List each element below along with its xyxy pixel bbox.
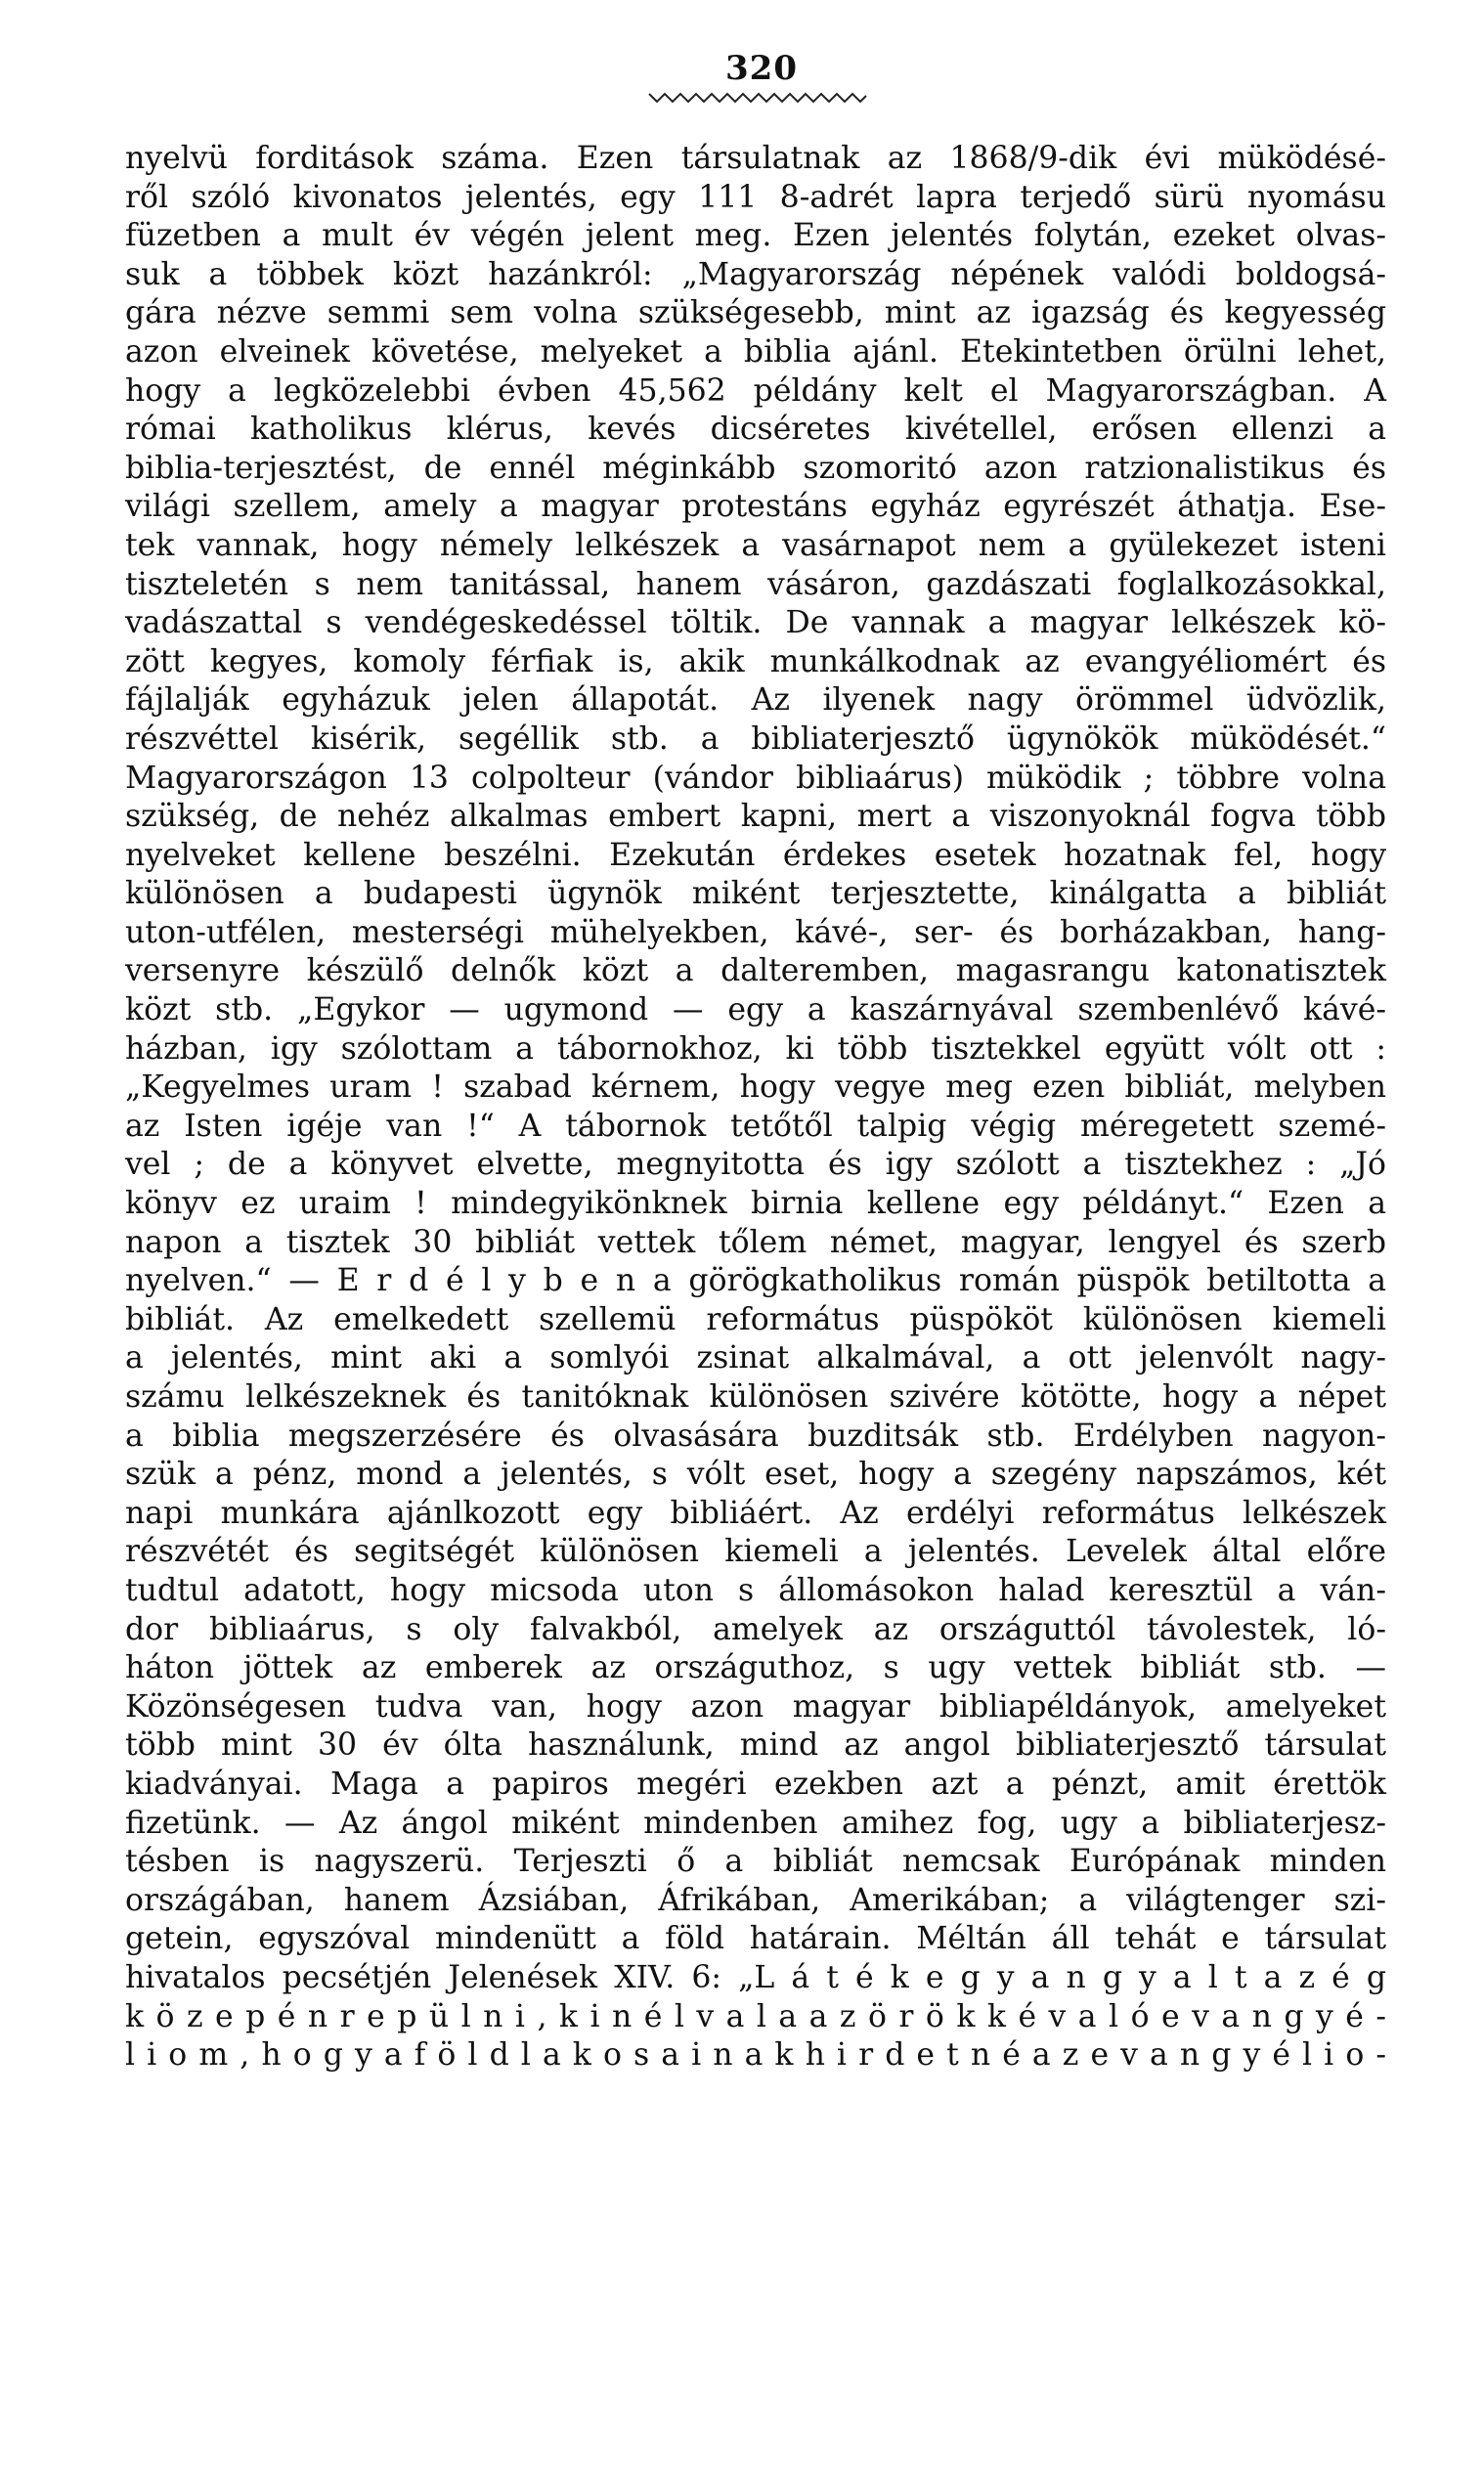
text-line: vadászattal s vendégeskedéssel töltik. De vannak a magyar lelkészek kö- (125, 605, 1386, 641)
text-line: hogy a legközelebbi évben 45,562 példány kelt el Magyarországban. A (125, 372, 1386, 409)
text-line: római katholikus klérus, kevés dicséretes kivétellel, erősen ellenzi a (125, 412, 1386, 448)
text-line: számu lelkészeknek és tanitóknak különösen szivére kötötte, hogy a népet (125, 1379, 1386, 1415)
text-line: uton-utfélen, mesterségi mühelyekben, kávé-, ser- és borházakban, hang- (125, 914, 1386, 950)
text-line: részvétét és segitségét különösen kiemeli a jelentés. Levelek által előre (125, 1534, 1386, 1570)
text-line: könyv ez uraim ! mindegyikönknek birnia kellene egy példányt.“ Ezen a (125, 1186, 1386, 1222)
text-line: Magyarországon 13 colpolteur (vándor bibliaárus) müködik ; többre volna (125, 760, 1386, 796)
text-line: bibliát. Az emelkedett szellemü református püspököt különösen kiemeli (125, 1301, 1386, 1337)
text-line: ről szóló kivonatos jelentés, egy 111 8-adrét lapra terjedő sürü nyomásu (125, 179, 1386, 215)
page-header (0, 49, 1484, 88)
text-line: tésben is nagyszerü. Terjeszti ő a bibliát nemcsak Európának minden (125, 1844, 1386, 1880)
text-line: fizetünk. — Az ángol miként mindenben amihez fog, ugy a bibliaterjesz- (125, 1805, 1386, 1841)
text-line: több mint 30 év ólta használunk, mind az angol bibliaterjesztő társulat (125, 1727, 1386, 1764)
text-line: szükség, de nehéz alkalmas embert kapni, mert a viszonyoknál fogva több (125, 799, 1386, 835)
text-line: tiszteletén s nem tanitással, hanem vásáron, gazdászati foglalkozásokkal, (125, 566, 1386, 602)
text-line: nyelvü forditások száma. Ezen társulatnak az 1868/9-dik évi müködésé- (125, 141, 1386, 176)
text-line: füzetben a mult év végén jelent meg. Ezen jelentés folytán, ezeket olvas- (125, 218, 1386, 254)
text-line: l i o m , h o g y a f ö l d l a k o s a i n a k h i r d e t n é a z e v a n g y é l i o - (125, 2037, 1386, 2074)
wavy-rule-ornament (647, 90, 868, 106)
text-line: részvéttel kisérik, segéllik stb. a bibliaterjesztő ügynökök müködését.“ (125, 721, 1386, 757)
text-line: k ö z e p é n r e p ü l n i , k i n é l v a l a a z ö r ö k k é v a l ó e v a n g y é - (125, 1998, 1386, 2034)
text-line: napi munkára ajánlkozott egy bibliáért. Az erdélyi református lelkészek (125, 1495, 1386, 1531)
text-line: szük a pénz, mond a jelentés, s vólt eset, hogy a szegény napszámos, két (125, 1457, 1386, 1493)
text-line: a biblia megszerzésére és olvasására buzditsák stb. Erdélyben nagyon- (125, 1418, 1386, 1454)
text-line: dor bibliaárus, s oly falvakból, amelyek az országuttól távolestek, ló- (125, 1611, 1386, 1647)
text-line: Közönségesen tudva van, hogy azon magyar bibliapéldányok, amelyeket (125, 1688, 1386, 1725)
text-line: különösen a budapesti ügynök miként terjesztette, kinálgatta a bibliát (125, 876, 1386, 912)
text-line: házban, igy szólottam a tábornokhoz, ki több tisztekkel együtt vólt ott : (125, 1030, 1386, 1067)
text-line: nyelven.“ — E r d é l y b e n a görögkatholikus román püspök betiltotta a (125, 1263, 1386, 1299)
text-line: kiadványai. Maga a papiros megéri ezekben azt a pénzt, amit érettök (125, 1766, 1386, 1802)
body-text (125, 140, 1386, 2075)
text-line: versenyre készülő delnők közt a dalteremben, magasrangu katonatisztek (125, 953, 1386, 989)
text-line: közt stb. „Egykor — ugymond — egy a kaszárnyával szembenlévő kávé- (125, 992, 1386, 1028)
text-line: a jelentés, mint aki a somlyói zsinat alkalmával, a ott jelenvólt nagy- (125, 1340, 1386, 1376)
page-number: 320 (725, 49, 798, 88)
text-line: országában, hanem Ázsiában, Áfrikában, Amerikában; a világtenger szi- (125, 1882, 1386, 1918)
text-line: hivatalos pecsétjén Jelenések XIV. 6: „L á t é k e g y a n g y a l t a z é g (125, 1959, 1386, 1995)
text-line: nyelveket kellene beszélni. Ezekután érdekes esetek hozatnak fel, hogy (125, 837, 1386, 873)
text-line: biblia-terjesztést, de ennél méginkább szomoritó azon ratzionalistikus és (125, 450, 1386, 486)
text-line: suk a többek közt hazánkról: „Magyarország népének valódi boldogsá- (125, 256, 1386, 292)
text-line: vel ; de a könyvet elvette, megnyitotta és igy szólott a tisztekhez : „Jó (125, 1147, 1386, 1183)
text-line: tek vannak, hogy némely lelkészek a vasárnapot nem a gyülekezet isteni (125, 527, 1386, 563)
text-line: az Isten igéje van !“ A tábornok tetőtől talpig végig méregetett szemé- (125, 1108, 1386, 1144)
text-line: világi szellem, amely a magyar protestáns egyház egyrészét áthatja. Ese- (125, 489, 1386, 525)
text-line: „Kegyelmes uram ! szabad kérnem, hogy vegye meg ezen bibliát, melyben (125, 1070, 1386, 1106)
text-line: tudtul adatott, hogy micsoda uton s állomásokon halad keresztül a ván- (125, 1572, 1386, 1608)
text-line: gára nézve semmi sem volna szükségesebb, mint az igazság és kegyesség (125, 295, 1386, 331)
text-line: zött kegyes, komoly férfiak is, akik munkálkodnak az evangyéliomért és (125, 643, 1386, 679)
text-line: háton jöttek az emberek az országuthoz, s ugy vettek bibliát stb. — (125, 1650, 1386, 1686)
text-line: napon a tisztek 30 bibliát vettek tőlem német, magyar, lengyel és szerb (125, 1224, 1386, 1260)
text-line: fájlalják egyházuk jelen állapotát. Az ilyenek nagy örömmel üdvözlik, (125, 682, 1386, 719)
text-line: azon elveinek követése, melyeket a biblia ajánl. Etekintetben örülni lehet, (125, 333, 1386, 370)
text-line: getein, egyszóval mindenütt a föld határain. Méltán áll tehát e társulat (125, 1921, 1386, 1957)
